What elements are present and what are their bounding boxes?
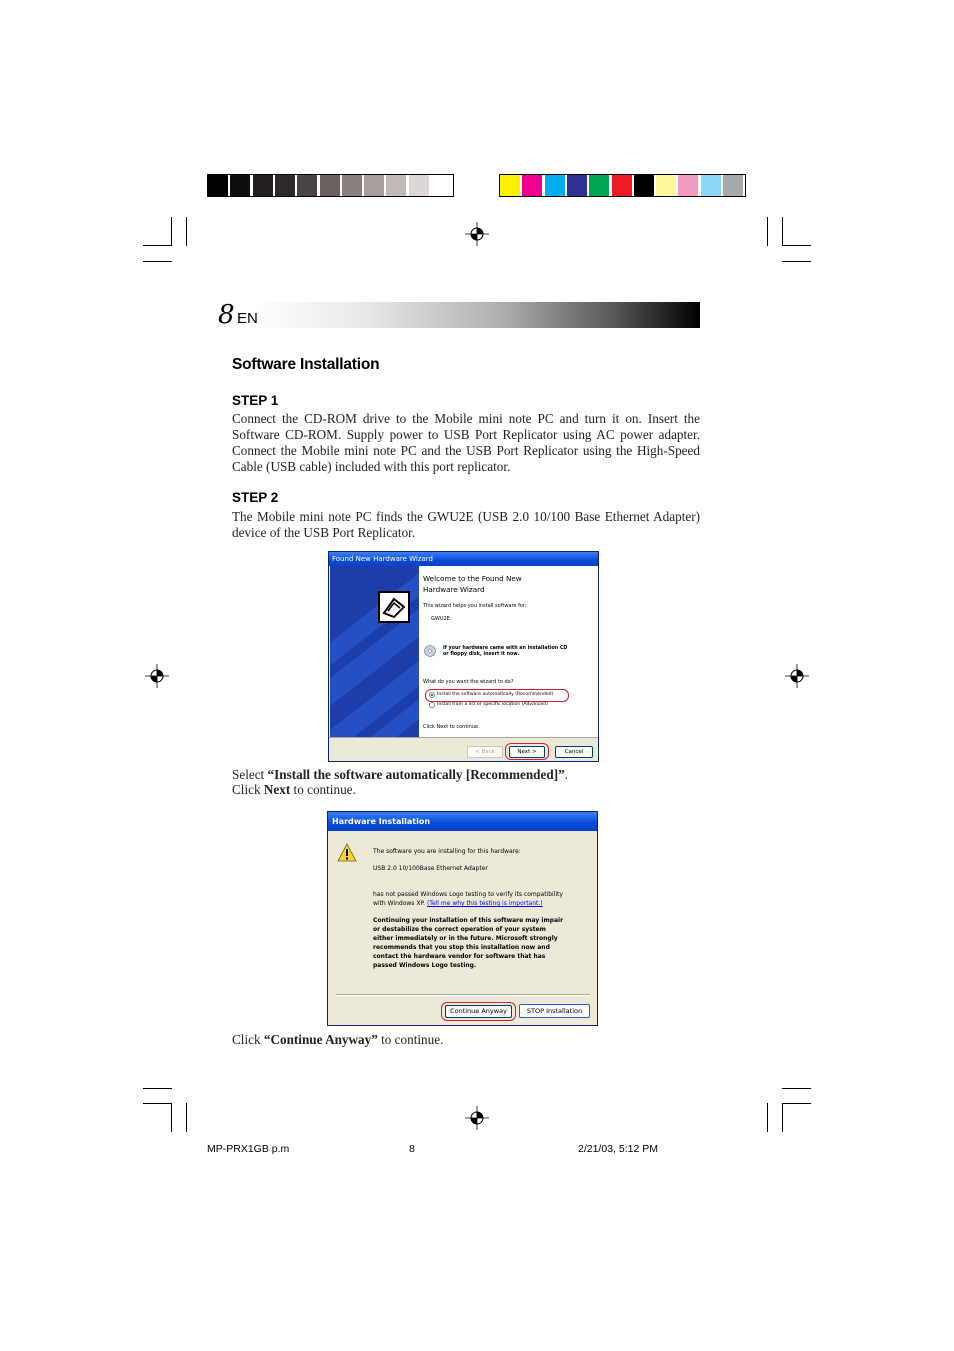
hw-install-warning-line: passed Windows Logo testing. — [373, 962, 477, 969]
section-title: Software Installation — [232, 356, 380, 373]
testing-info-link[interactable]: (Tell me why this testing is important.) — [426, 900, 543, 907]
step1-line: Connect the CD-ROM drive to the Mobile mini note PC and turn it on. Insert the — [232, 411, 700, 426]
wizard-button-bar — [329, 737, 599, 762]
color-swatch — [208, 175, 228, 196]
color-swatch — [567, 175, 587, 196]
page-number: 8 — [218, 300, 235, 330]
color-swatch — [500, 175, 520, 196]
back-button[interactable]: < Back — [467, 746, 503, 758]
page-header-gradient-bar — [255, 302, 700, 328]
separator-line — [336, 994, 590, 996]
hw-install-line: The software you are installing for this hardware: — [373, 848, 521, 855]
step1-line: Connect the Mobile mini note PC and the USB Port Replicator using the High-Speed — [232, 443, 700, 458]
wizard-option-list[interactable]: Install from a list or specific location (Advanced) — [437, 702, 548, 707]
hardware-installation-screenshot — [327, 811, 598, 1026]
color-swatch — [342, 175, 362, 196]
hw-install-line: has not passed Windows Logo testing to verify its compatibility — [373, 891, 563, 898]
found-new-hardware-wizard-screenshot — [328, 551, 599, 762]
hw-install-warning-line: contact the hardware vendor for software that has — [373, 953, 546, 960]
hw-install-title-bar: Hardware Installation — [328, 812, 597, 831]
hw-install-text: with Windows XP. — [373, 900, 426, 907]
wizard-continue-hint: Click Next to continue. — [423, 724, 480, 730]
color-swatch — [522, 175, 542, 196]
color-swatch — [545, 175, 565, 196]
hw-install-warning-line: or destabilize the correct operation of your system — [373, 926, 546, 933]
cd-icon — [424, 645, 436, 657]
hw-install-warning-line: Continuing your installation of this software may impair — [373, 917, 564, 924]
color-swatch — [431, 175, 451, 196]
step1-label: STEP 1 — [232, 393, 279, 408]
step1-text — [232, 411, 700, 475]
wizard-content-pane — [419, 566, 599, 737]
color-swatch — [678, 175, 698, 196]
next-button[interactable]: Next > — [509, 746, 545, 758]
caption-text: Click — [232, 1032, 264, 1047]
hardware-wizard-icon — [378, 591, 410, 623]
caption-emphasis: “Continue Anyway” — [263, 1032, 378, 1047]
footer-file-name: MP-PRX1GB p.m — [207, 1143, 290, 1155]
step1-line: Software CD-ROM. Supply power to USB Port Replicator using AC power adapter. — [232, 427, 700, 442]
registration-mark-left-icon — [145, 664, 169, 688]
registration-mark-bottom-icon — [465, 1106, 489, 1130]
step2-label: STEP 2 — [232, 490, 279, 505]
footer-timestamp: 2/21/03, 5:12 PM — [578, 1143, 658, 1155]
color-swatch — [230, 175, 250, 196]
wizard-heading-line: Hardware Wizard — [423, 585, 485, 594]
footer-page-number: 8 — [409, 1143, 415, 1155]
wizard-intro-text: This wizard helps you install software for: — [423, 603, 527, 609]
color-swatch — [634, 175, 654, 196]
page-language-code: EN — [237, 310, 258, 327]
color-swatch — [723, 175, 743, 196]
color-swatch — [612, 175, 632, 196]
cancel-button[interactable]: Cancel — [555, 746, 593, 758]
step2-line: device of the USB Port Replicator. — [232, 525, 416, 540]
warning-icon — [337, 843, 357, 862]
wizard-title-bar: Found New Hardware Wizard — [329, 552, 598, 566]
radio-selected-icon[interactable] — [429, 692, 435, 698]
color-swatch — [297, 175, 317, 196]
registration-mark-right-icon — [785, 664, 809, 688]
hw-install-warning-line: either immediately or in the future. Microsoft strongly — [373, 935, 558, 942]
color-swatch — [589, 175, 609, 196]
color-swatch — [656, 175, 676, 196]
step2-text — [232, 509, 700, 541]
caption-continue-anyway — [232, 1032, 443, 1047]
step2-line: The Mobile mini note PC finds the GWU2E (USB 2.0 10/100 Base Ethernet Adapter) — [232, 509, 700, 524]
caption-text: to continue. — [377, 1032, 444, 1047]
caption-emphasis: “Install the software automatically [Recommended]” — [267, 767, 565, 782]
caption-select — [232, 767, 568, 782]
wizard-device-name: GWU2E — [431, 616, 450, 622]
caption-click-next — [232, 782, 356, 797]
caption-emphasis: Next — [263, 782, 291, 797]
color-swatch — [386, 175, 406, 196]
caption-text: to continue. — [290, 782, 356, 797]
color-swatch — [275, 175, 295, 196]
registration-mark-top-icon — [465, 222, 489, 246]
radio-unselected-icon[interactable] — [429, 702, 435, 708]
step1-line: Cable (USB cable) included with this port replicator. — [232, 459, 511, 474]
caption-text: . — [564, 767, 568, 782]
wizard-cd-hint-line: If your hardware came with an installation CD — [443, 646, 568, 651]
wizard-cd-hint-line: or floppy disk, insert it now. — [443, 652, 520, 657]
color-swatch — [320, 175, 340, 196]
caption-text: Select — [232, 767, 268, 782]
color-swatch — [409, 175, 429, 196]
hw-install-line — [373, 899, 543, 908]
continue-anyway-button[interactable]: Continue Anyway — [445, 1005, 512, 1018]
wizard-heading-line: Welcome to the Found New — [423, 574, 522, 583]
wizard-option-auto[interactable]: Install the software automatically (Recommended) — [437, 692, 554, 697]
hw-install-warning-line: recommends that you stop this installation now and — [373, 944, 550, 951]
wizard-question: What do you want the wizard to do? — [423, 679, 514, 685]
wizard-side-banner — [330, 566, 419, 737]
color-swatch — [364, 175, 384, 196]
hw-install-device: USB 2.0 10/100Base Ethernet Adapter — [373, 865, 488, 872]
caption-text: Click — [232, 782, 264, 797]
stop-installation-button[interactable]: STOP Installation — [519, 1004, 590, 1018]
color-swatch — [701, 175, 721, 196]
color-swatch — [253, 175, 273, 196]
